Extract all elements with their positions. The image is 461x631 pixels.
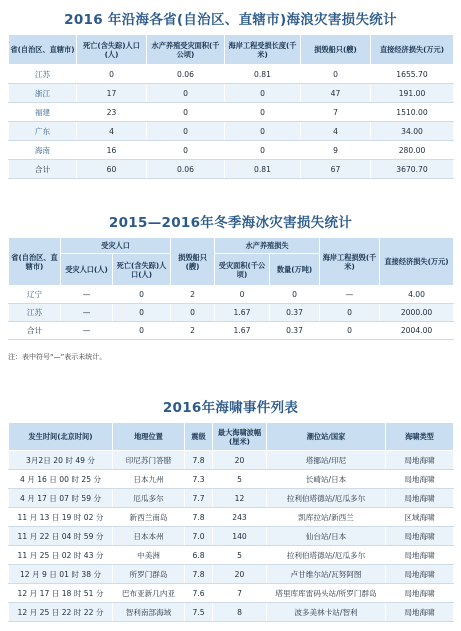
cell: 0	[270, 286, 320, 304]
cell: 凯库拉站/新西兰	[267, 508, 386, 527]
cell: 波多美林卡站/智利	[267, 603, 386, 622]
cell: 0	[215, 286, 270, 304]
table-row	[9, 546, 454, 565]
table-row	[9, 508, 454, 527]
t2-header-coastal: 海岸工程损毁(千米)	[320, 238, 380, 286]
cell: 局地海啸	[386, 546, 454, 565]
sea-ice-disaster-table	[8, 237, 453, 340]
cell: 17	[77, 84, 147, 103]
table-row	[9, 286, 454, 304]
cell: 2000.00	[380, 304, 454, 322]
cell: 7.8	[185, 508, 213, 527]
table-row	[9, 141, 454, 160]
cell: 4 月 17 日 07 时 59 分	[9, 489, 113, 508]
cell: 7.8	[185, 565, 213, 584]
cell: 1510.00	[371, 103, 454, 122]
cell: —	[61, 304, 113, 322]
cell: 卢甘维尔站/瓦努阿图	[267, 565, 386, 584]
t2-header-province: 省(自治区、直辖市)	[9, 238, 61, 286]
table-row-total	[9, 322, 454, 340]
table3-title: 2016年海啸事件列表	[162, 400, 299, 416]
cell: 局地海啸	[386, 451, 454, 470]
t3-header-amplitude: 最大海啸波幅(厘米)	[213, 423, 267, 451]
table1-title: 2016 年沿海各省(自治区、直辖市)海浪灾害损失统计	[64, 12, 397, 28]
cell: 12 月 25 日 22 时 22 分	[9, 603, 113, 622]
table-row-total	[9, 160, 454, 179]
table2-header-row-top	[9, 238, 454, 254]
table2-title: 2015—2016年冬季海冰灾害损失统计	[108, 215, 353, 231]
cell: 江苏	[9, 304, 61, 322]
cell: 巴布亚新几内亚	[113, 584, 185, 603]
cell: 23	[77, 103, 147, 122]
table3-header-row	[9, 423, 454, 451]
cell: 6.8	[185, 546, 213, 565]
cell: 7.3	[185, 470, 213, 489]
cell: 0	[113, 304, 171, 322]
cell: 2004.00	[380, 322, 454, 340]
cell: 3670.70	[371, 160, 454, 179]
cell: 0	[301, 65, 371, 84]
cell: 浙江	[9, 84, 77, 103]
cell: 4 月 16 日 00 时 25 分	[9, 470, 113, 489]
t2-header-aquaculture: 水产养殖损失	[215, 238, 320, 254]
cell: 印尼苏门答腊	[113, 451, 185, 470]
table-row	[9, 451, 454, 470]
cell: 243	[213, 508, 267, 527]
cell: 局地海啸	[386, 584, 454, 603]
t1-header-aquaculture: 水产养殖受灾面积(千公顷)	[147, 35, 225, 65]
cell: 0	[225, 141, 301, 160]
t2-sub-deaths: 死亡(含失踪)人口(人)	[113, 254, 171, 286]
t3-header-location: 地理位置	[113, 423, 185, 451]
cell: 1.67	[215, 322, 270, 340]
cell: 3月2日 20 时 49 分	[9, 451, 113, 470]
cell: 日本九州	[113, 470, 185, 489]
cell: 2	[171, 322, 215, 340]
cell: 140	[213, 527, 267, 546]
cell: 1655.70	[371, 65, 454, 84]
t2-header-ships: 损毁船只(艘)	[171, 238, 215, 286]
cell: 34.00	[371, 122, 454, 141]
cell: 塔挪站/印尼	[267, 451, 386, 470]
table1-header-row	[9, 35, 454, 65]
t1-header-coastal: 海岸工程受损长度(千米)	[225, 35, 301, 65]
cell: 仙台站/日本	[267, 527, 386, 546]
cell: 厄瓜多尔	[113, 489, 185, 508]
cell: 0.06	[147, 65, 225, 84]
cell: 区域海啸	[386, 508, 454, 527]
cell: 0	[147, 141, 225, 160]
cell: 0	[147, 103, 225, 122]
cell: 塔里库库雷码头站/所罗门群岛	[267, 584, 386, 603]
wave-disaster-table	[8, 34, 453, 179]
cell: 合计	[9, 160, 77, 179]
cell: 2	[171, 286, 215, 304]
cell: 5	[213, 470, 267, 489]
table-row	[9, 584, 454, 603]
t3-header-time: 发生时间(北京时间)	[9, 423, 113, 451]
cell: 辽宁	[9, 286, 61, 304]
cell: 4	[77, 122, 147, 141]
cell: 局地海啸	[386, 527, 454, 546]
cell: 长崎站/日本	[267, 470, 386, 489]
table-row	[9, 103, 454, 122]
table-row	[9, 565, 454, 584]
cell: 12 月 17 日 18 时 51 分	[9, 584, 113, 603]
t3-header-magnitude: 震级	[185, 423, 213, 451]
t1-header-province: 省(自治区、直辖市)	[9, 35, 77, 65]
cell: 0	[225, 84, 301, 103]
cell: 60	[77, 160, 147, 179]
t1-header-loss: 直接经济损失(万元)	[371, 35, 454, 65]
cell: 0	[171, 304, 215, 322]
cell: 191.00	[371, 84, 454, 103]
cell: 局地海啸	[386, 470, 454, 489]
cell: 福建	[9, 103, 77, 122]
table-row	[9, 470, 454, 489]
cell: 12 月 9 日 01 时 38 分	[9, 565, 113, 584]
cell: 4.00	[380, 286, 454, 304]
t2-header-loss: 直接经济损失(万元)	[380, 238, 454, 286]
cell: 0	[77, 65, 147, 84]
cell: 7.8	[185, 451, 213, 470]
cell: 新西兰南岛	[113, 508, 185, 527]
cell: 7.6	[185, 584, 213, 603]
cell: 0.81	[225, 65, 301, 84]
cell: 67	[301, 160, 371, 179]
cell: 合计	[9, 322, 61, 340]
t2-sub-affected: 受灾人口(人)	[61, 254, 113, 286]
cell: 0.06	[147, 160, 225, 179]
t2-sub-quantity: 数量(万吨)	[270, 254, 320, 286]
cell: 11 月 25 日 02 时 43 分	[9, 546, 113, 565]
cell: 16	[77, 141, 147, 160]
cell: 12	[213, 489, 267, 508]
t3-header-station: 潮位站/国家	[267, 423, 386, 451]
cell: —	[320, 286, 380, 304]
cell: —	[61, 322, 113, 340]
cell: 5	[213, 546, 267, 565]
cell: 0.81	[225, 160, 301, 179]
cell: 0	[225, 122, 301, 141]
cell: 0	[113, 322, 171, 340]
cell: 智利南部海域	[113, 603, 185, 622]
t2-sub-area: 受灾面积(千公顷)	[215, 254, 270, 286]
cell: 0	[225, 103, 301, 122]
cell: 中美洲	[113, 546, 185, 565]
cell: 0.37	[270, 304, 320, 322]
cell: 7.7	[185, 489, 213, 508]
cell: 广东	[9, 122, 77, 141]
table-row	[9, 122, 454, 141]
cell: 拉利伯塔德站/厄瓜多尔	[267, 489, 386, 508]
cell: 0	[147, 122, 225, 141]
t1-header-deaths: 死亡(含失踪)人口(人)	[77, 35, 147, 65]
cell: 9	[301, 141, 371, 160]
cell: 局地海啸	[386, 603, 454, 622]
cell: 日本本州	[113, 527, 185, 546]
cell: 0.37	[270, 322, 320, 340]
cell: 8	[213, 603, 267, 622]
cell: 47	[301, 84, 371, 103]
t1-header-ships: 损毁船只(艘)	[301, 35, 371, 65]
cell: 4	[301, 122, 371, 141]
cell: 局地海啸	[386, 489, 454, 508]
cell: 20	[213, 451, 267, 470]
cell: 所罗门群岛	[113, 565, 185, 584]
table-row	[9, 65, 454, 84]
tsunami-events-table	[8, 422, 453, 622]
cell: 7	[301, 103, 371, 122]
cell: 0	[320, 322, 380, 340]
cell: 江苏	[9, 65, 77, 84]
cell: 11 月 22 日 04 时 59 分	[9, 527, 113, 546]
cell: 7	[213, 584, 267, 603]
cell: 0	[113, 286, 171, 304]
table-row	[9, 527, 454, 546]
cell: 7.5	[185, 603, 213, 622]
cell: 海南	[9, 141, 77, 160]
cell: —	[61, 286, 113, 304]
t2-header-affected-pop: 受灾人口	[61, 238, 171, 254]
table2-note: 注：表中符号“—”表示未统计。	[8, 353, 107, 361]
table-row	[9, 304, 454, 322]
table-row	[9, 603, 454, 622]
cell: 拉利伯塔德站/厄瓜多尔	[267, 546, 386, 565]
cell: 局地海啸	[386, 565, 454, 584]
cell: 0	[320, 304, 380, 322]
table-row	[9, 84, 454, 103]
table-row	[9, 489, 454, 508]
cell: 20	[213, 565, 267, 584]
t3-header-type: 海啸类型	[386, 423, 454, 451]
cell: 11 月 13 日 19 时 02 分	[9, 508, 113, 527]
cell: 1.67	[215, 304, 270, 322]
cell: 0	[147, 84, 225, 103]
cell: 280.00	[371, 141, 454, 160]
cell: 7.0	[185, 527, 213, 546]
